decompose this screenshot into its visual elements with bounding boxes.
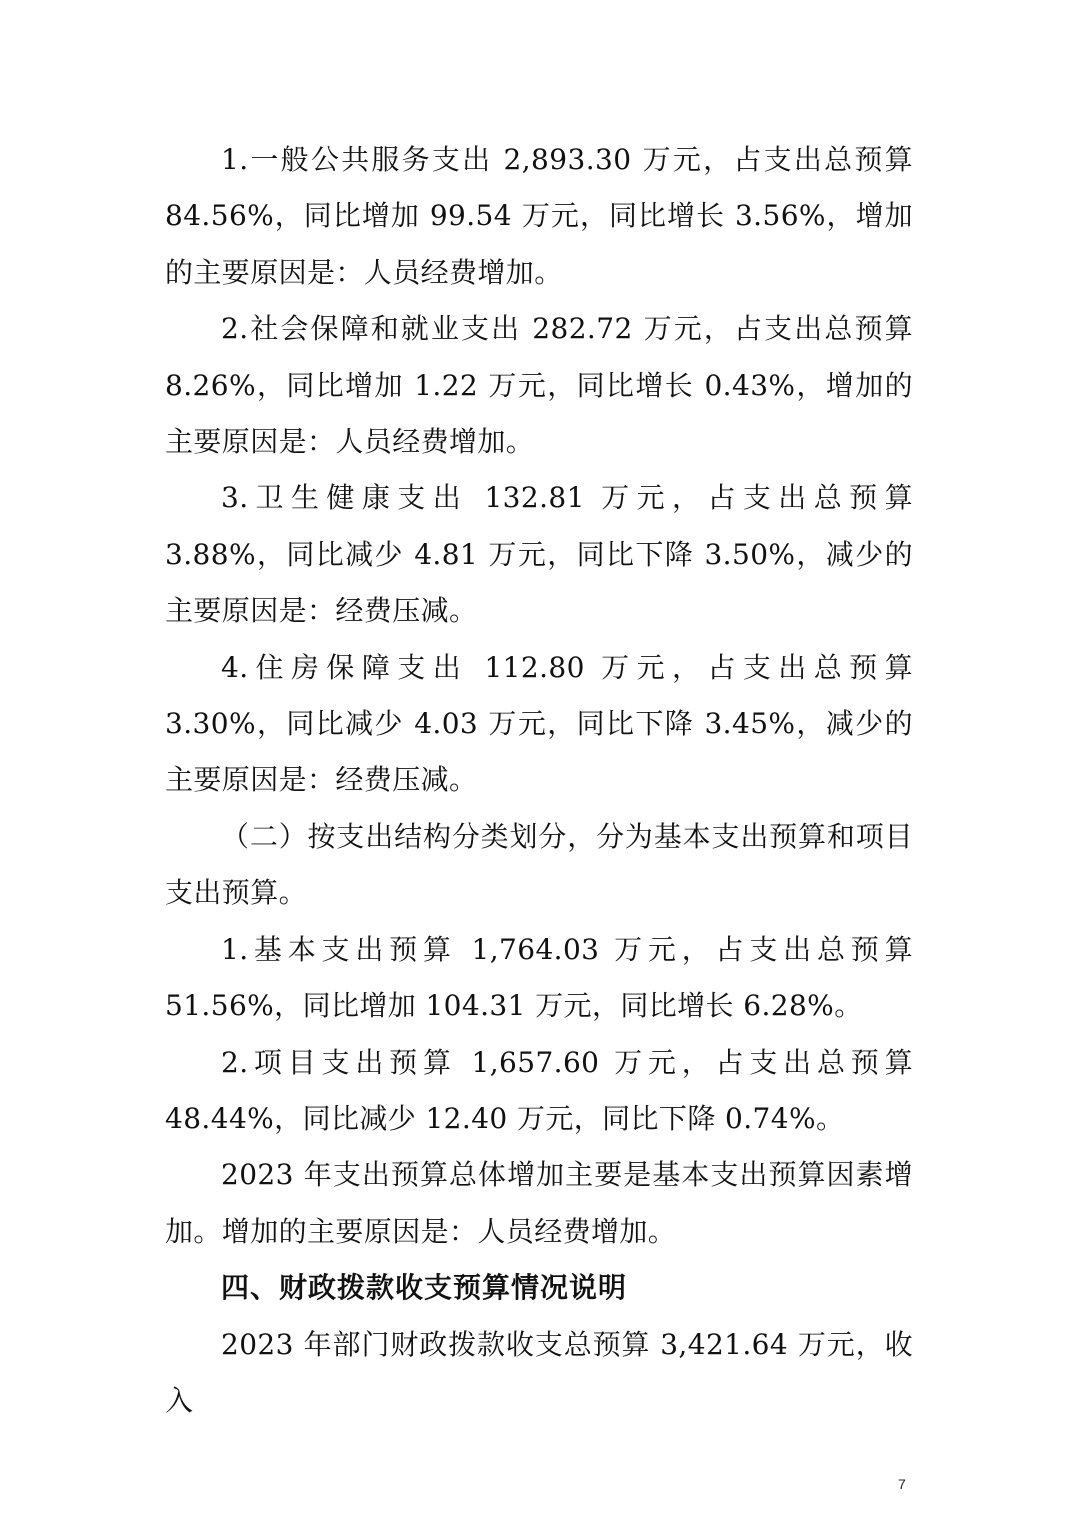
paragraph-expenditure-structure: （二）按支出结构分类划分，分为基本支出预算和项目支出预算。 [165,819,913,910]
paragraph-basic-expenditure: 1.基本支出预算 1,764.03 万元，占支出总预算 51.56%，同比增加 104.31 万元，同比增长 6.28%。 [165,932,913,1023]
page-number: 7 [898,1476,906,1492]
paragraph-housing-security: 4.住房保障支出 112.80 万元，占支出总预算 3.30%，同比减少 4.03 万元，同比下降 3.45%，减少的主要原因是：经费压减。 [165,650,913,797]
document-body [165,132,913,1429]
paragraph-health: 3.卫生健康支出 132.81 万元，占支出总预算 3.88%，同比减少 4.81 万元，同比下降 3.50%，减少的主要原因是：经费压减。 [165,481,913,628]
paragraph-fiscal-appropriation-total: 2023 年部门财政拨款收支总预算 3,421.64 万元，收入 [165,1327,913,1417]
paragraph-project-expenditure: 2.项目支出预算 1,657.60 万元，占支出总预算 48.44%，同比减少 12.40 万元，同比下降 0.74%。 [165,1045,913,1135]
paragraph-general-public-services: 1.一般公共服务支出 2,893.30 万元，占支出总预算84.56%，同比增加 99.54 万元，同比增长 3.56%，增加的主要原因是：人员经费增加。 [165,143,913,289]
section-heading-fiscal-appropriation: 四、财政拨款收支预算情况说明 [221,1271,628,1305]
paragraph-social-security-employment: 2.社会保障和就业支出 282.72 万元，占支出总预算8.26%，同比增加 1.22 万元，同比增长 0.43%，增加的主要原因是：人员经费增加。 [165,312,913,459]
paragraph-overall-increase: 2023 年支出预算总体增加主要是基本支出预算因素增加。增加的主要原因是：人员经费增加。 [165,1158,913,1248]
